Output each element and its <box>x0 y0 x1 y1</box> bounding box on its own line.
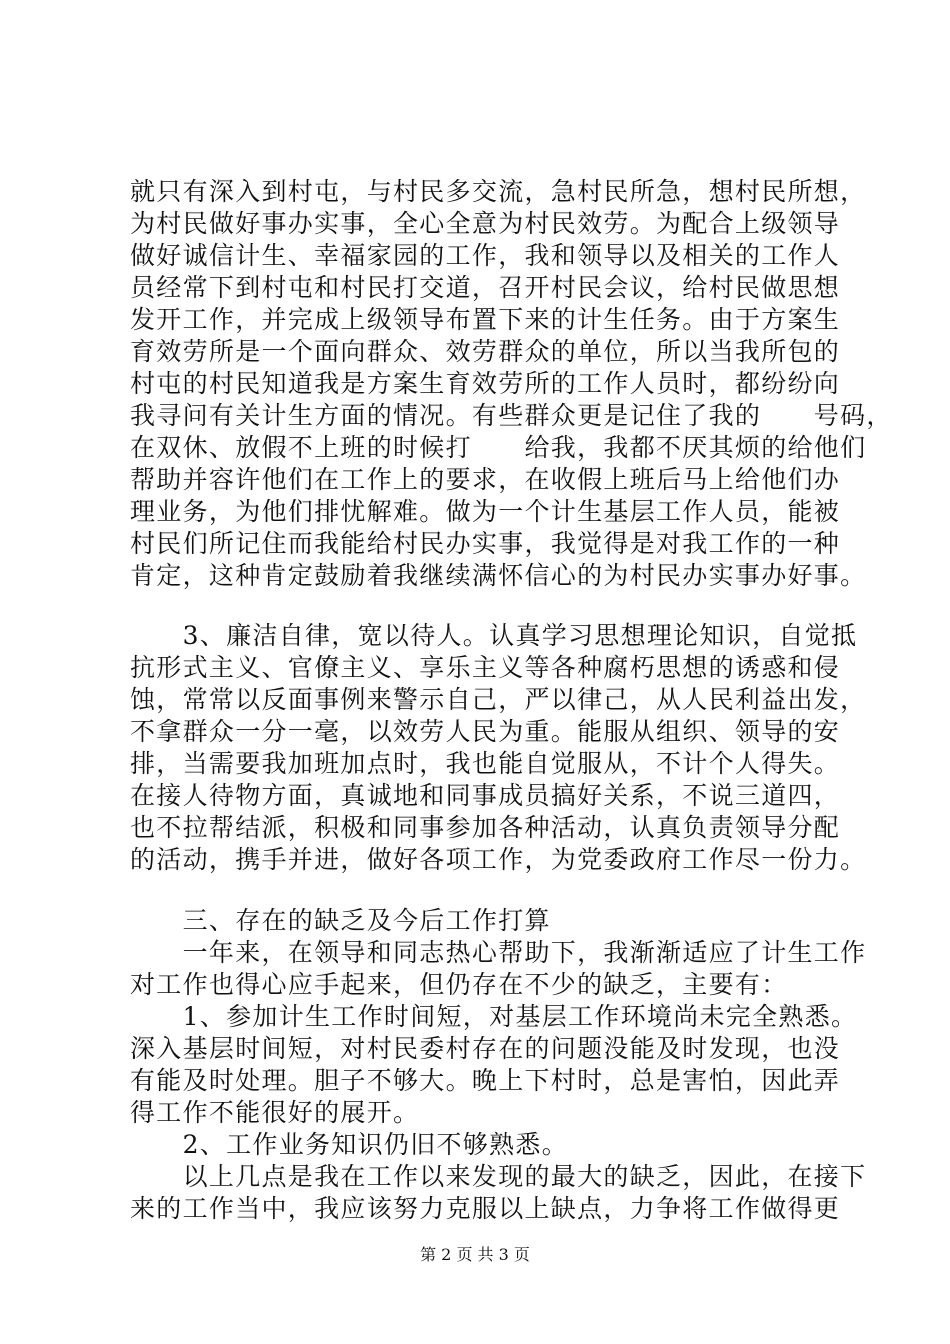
text-line: 来的工作当中，我应该努力克服以上缺点，力争将工作做得更 <box>130 1194 841 1223</box>
text-line: 得工作不能很好的展开。 <box>130 1098 420 1127</box>
text-line: 3、廉洁自律，宽以待人。认真学习思想理论知识，自觉抵 <box>130 621 858 650</box>
text-line: 1、参加计生工作时间短，对基层工作环境尚未完全熟悉。 <box>130 1002 858 1031</box>
text-line: 一年来，在领导和同志热心帮助下，我渐渐适应了计生工作 <box>130 938 867 967</box>
text-line: 帮助并容许他们在工作上的要求，在收假上班后马上给他们办 <box>130 465 841 494</box>
text-line: 发开工作，并完成上级领导布置下来的计生任务。由于方案生 <box>130 305 841 334</box>
text-line: 蚀，常常以反面事例来警示自己，严以律己，从人民利益出发， <box>130 685 867 714</box>
text-line: 肯定，这种肯定鼓励着我继续满怀信心的为村民办实事办好事。 <box>130 561 867 590</box>
text-line: 我寻问有关计生方面的情况。有些群众更是记住了我的 号码， <box>130 401 893 430</box>
text-line: 在双休、放假不上班的时候打 给我，我都不厌其烦的给他们 <box>130 433 867 462</box>
text-line: 也不拉帮结派，积极和同事参加各种活动，认真负责领导分配 <box>130 813 841 842</box>
text-line: 有能及时处理。胆子不够大。晚上下村时，总是害怕，因此弄 <box>130 1066 841 1095</box>
text-line: 理业务，为他们排忧解难。做为一个计生基层工作人员，能被 <box>130 497 841 526</box>
text-line: 深入基层时间短，对村民委村存在的问题没能及时发现，也没 <box>130 1034 841 1063</box>
text-line: 就只有深入到村屯，与村民多交流，急村民所急，想村民所想， <box>130 177 867 206</box>
section-heading: 三、存在的缺乏及今后工作打算 <box>130 906 551 935</box>
text-line: 排，当需要我加班加点时，我也能自觉服从，不计个人得失。 <box>130 749 841 778</box>
text-line: 做好诚信计生、幸福家园的工作，我和领导以及相关的工作人 <box>130 241 841 270</box>
text-line: 为村民做好事办实事，全心全意为村民效劳。为配合上级领导 <box>130 209 841 238</box>
text-line: 的活动，携手并进，做好各项工作，为党委政府工作尽一份力。 <box>130 845 867 874</box>
page-footer: 第 2 页 共 3 页 <box>420 1245 530 1264</box>
text-line: 2、工作业务知识仍旧不够熟悉。 <box>130 1130 569 1159</box>
text-line: 村屯的村民知道我是方案生育效劳所的工作人员时，都纷纷向 <box>130 369 841 398</box>
text-line: 对工作也得心应手起来，但仍存在不少的缺乏，主要有： <box>130 970 788 999</box>
text-line: 在接人待物方面，真诚地和同事成员搞好关系，不说三道四， <box>130 781 841 810</box>
text-line: 不拿群众一分一毫，以效劳人民为重。能服从组织、领导的安 <box>130 717 841 746</box>
text-line: 村民们所记住而我能给村民办实事，我觉得是对我工作的一种 <box>130 529 841 558</box>
text-line: 育效劳所是一个面向群众、效劳群众的单位，所以当我所包的 <box>130 337 841 366</box>
text-line: 以上几点是我在工作以来发现的最大的缺乏，因此，在接下 <box>130 1162 867 1191</box>
text-line: 抗形式主义、官僚主义、享乐主义等各种腐朽思想的诱惑和侵 <box>130 653 841 682</box>
text-line: 员经常下到村屯和村民打交道，召开村民会议，给村民做思想 <box>130 273 841 302</box>
